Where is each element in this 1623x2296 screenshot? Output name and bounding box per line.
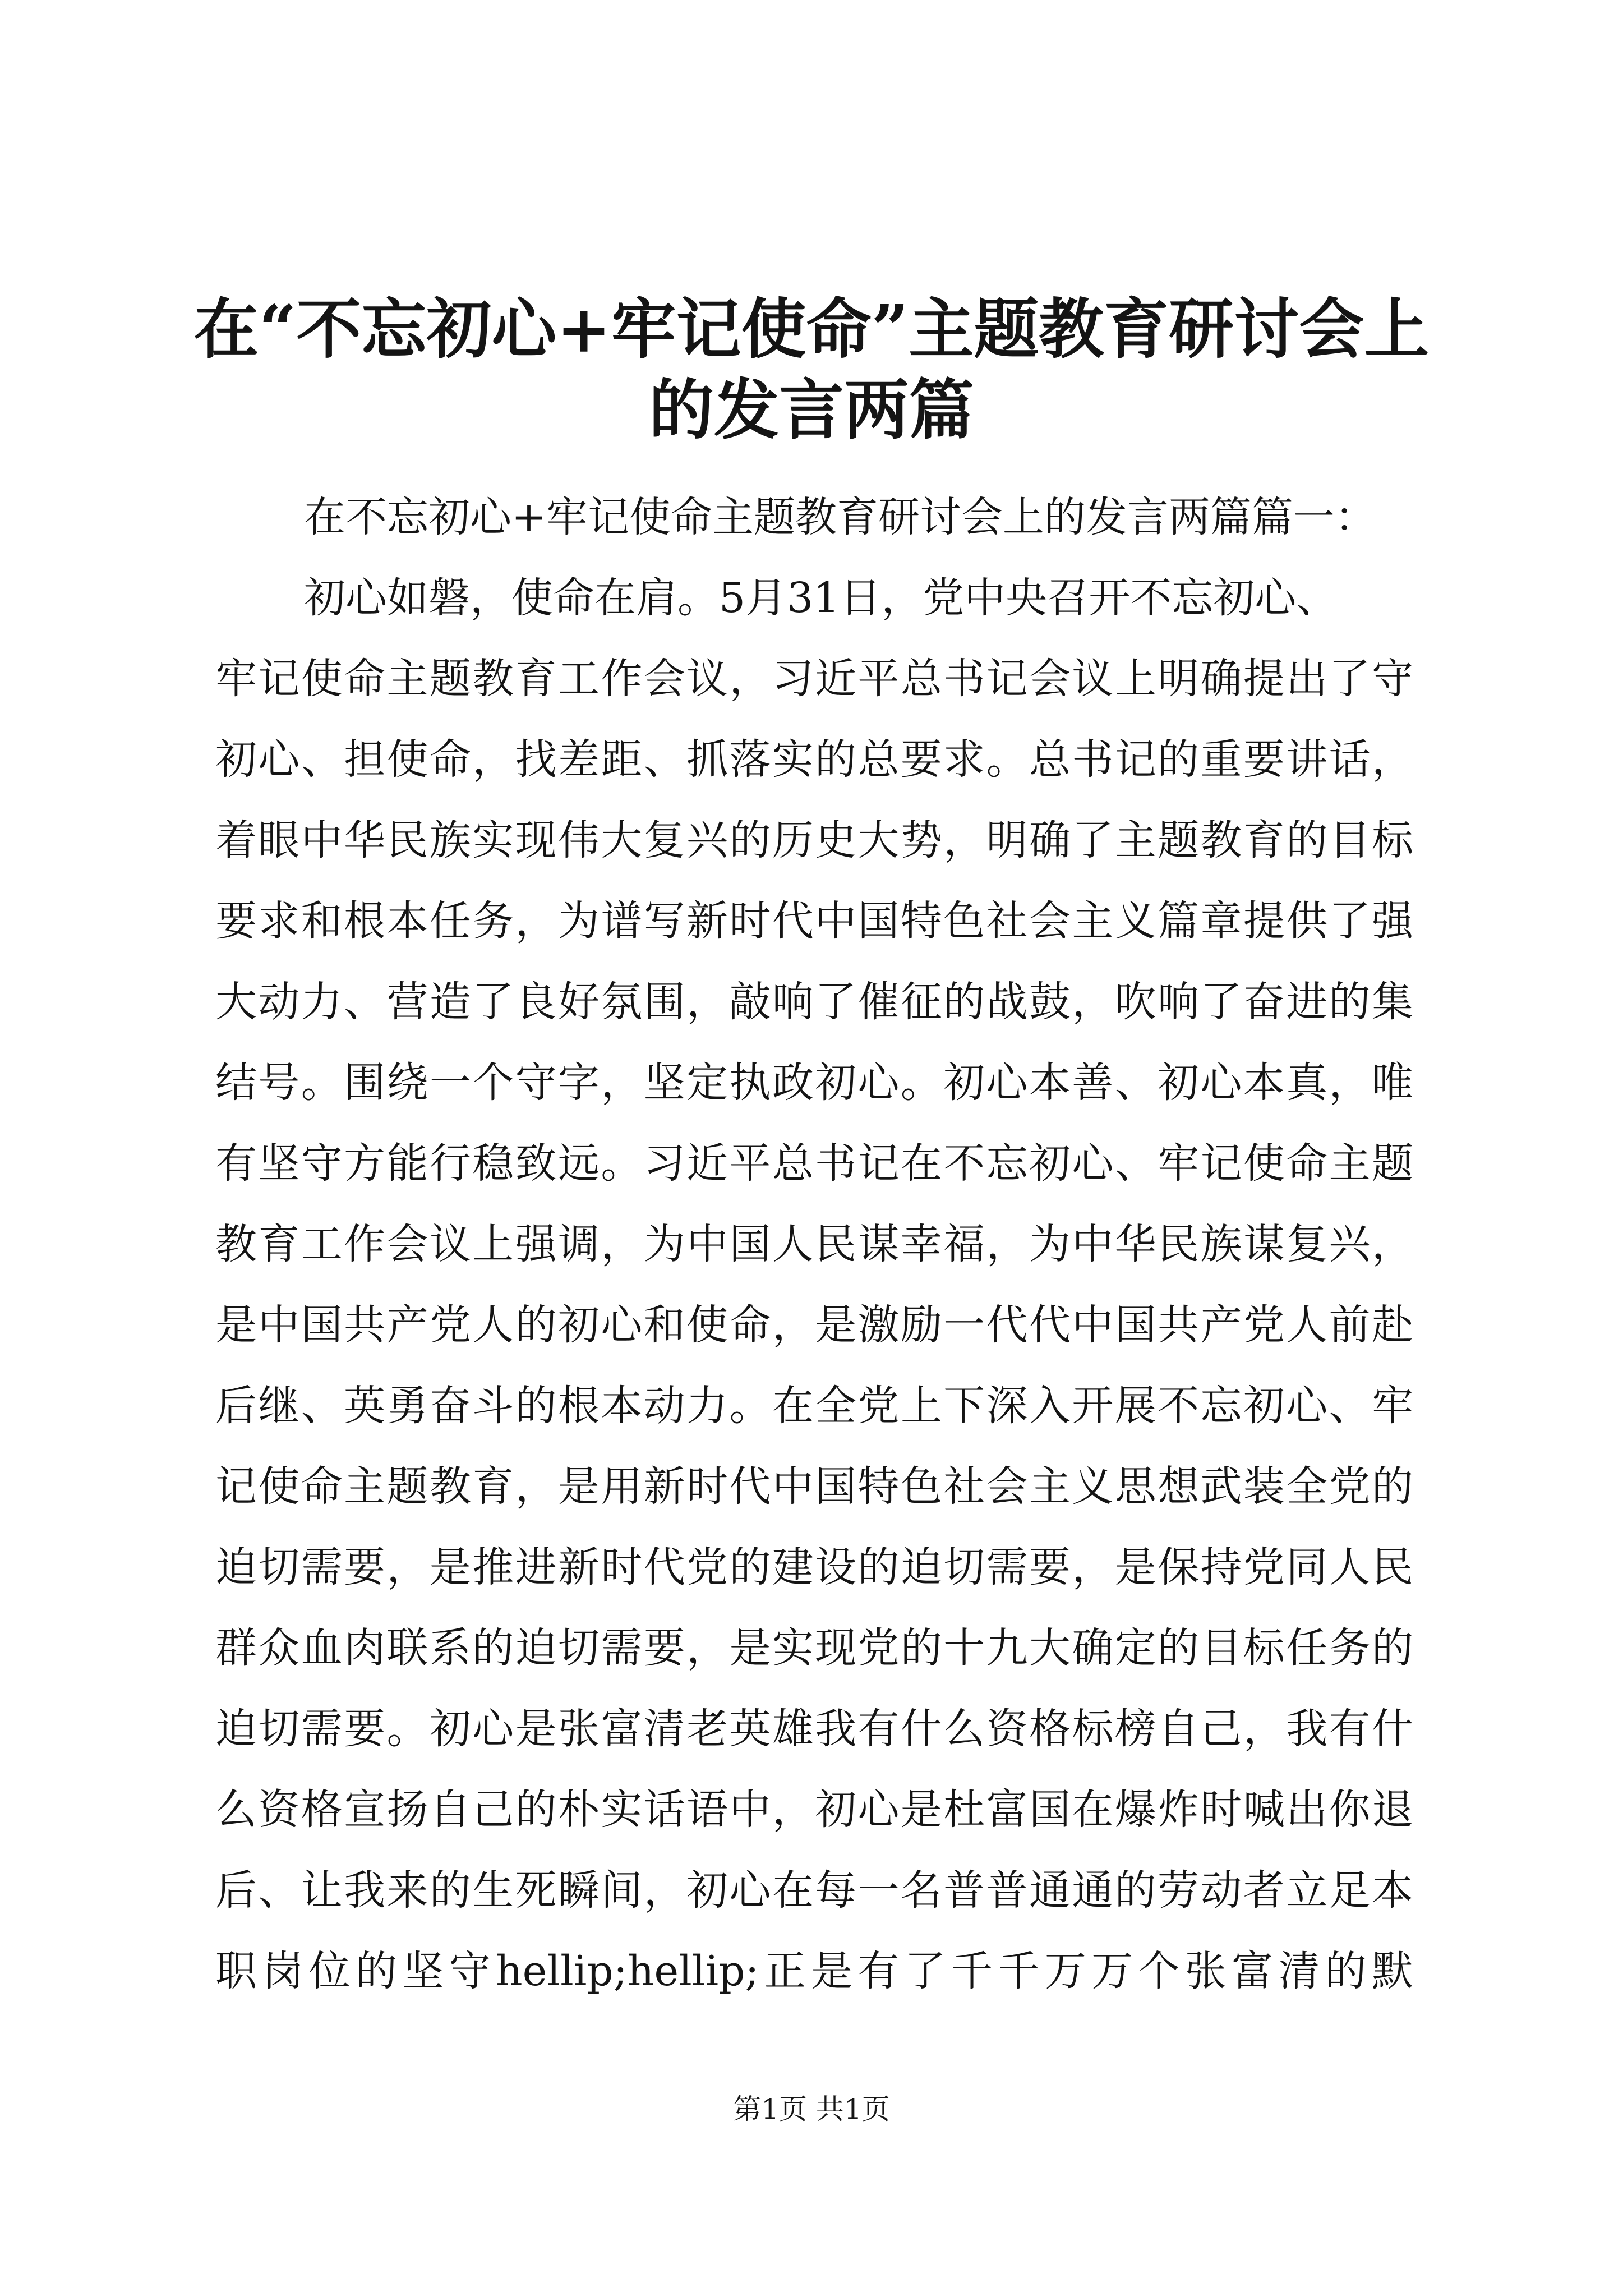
- body-line: 初心、担使命，找差距、抓落实的总要求。总书记的重要讲话，: [215, 735, 1413, 784]
- body-line: 在不忘初心+牢记使命主题教育研讨会上的发言两篇篇一：: [304, 493, 1377, 541]
- body-line: 群众血肉联系的迫切需要，是实现党的十九大确定的目标任务的: [215, 1624, 1413, 1672]
- body-line: 记使命主题教育，是用新时代中国特色社会主义思想武装全党的: [215, 1462, 1413, 1511]
- body-line: 初心如磐，使命在肩。5月31日，党中央召开不忘初心、: [304, 574, 1338, 622]
- body-line: 职岗位的坚守hellip;hellip;正是有了千千万万个张富清的默: [215, 1947, 1413, 1995]
- document-title-line-2: 的发言两篇: [649, 372, 974, 448]
- body-line: 后、让我来的生死瞬间，初心在每一名普普通通的劳动者立足本: [215, 1866, 1413, 1915]
- body-line: 着眼中华民族实现伟大复兴的历史大势，明确了主题教育的目标: [215, 816, 1413, 864]
- document-body: [215, 477, 1413, 2012]
- document-title-line-1: 在“不忘初心+牢记使命”主题教育研讨会上: [193, 291, 1430, 367]
- body-line: 牢记使命主题教育工作会议，习近平总书记会议上明确提出了守: [215, 655, 1413, 703]
- body-line: 教育工作会议上强调，为中国人民谋幸福，为中华民族谋复兴，: [215, 1220, 1413, 1268]
- body-line: 要求和根本任务，为谱写新时代中国特色社会主义篇章提供了强: [215, 897, 1413, 945]
- page-footer: 第1页 共1页: [733, 2093, 890, 2125]
- body-line: 后继、英勇奋斗的根本动力。在全党上下深入开展不忘初心、牢: [215, 1382, 1413, 1430]
- body-line: 迫切需要。初心是张富清老英雄我有什么资格标榜自己，我有什: [215, 1705, 1413, 1753]
- body-line: 大动力、营造了良好氛围，敲响了催征的战鼓，吹响了奋进的集: [215, 978, 1413, 1026]
- body-line: 么资格宣扬自己的朴实话语中，初心是杜富国在爆炸时喊出你退: [215, 1786, 1413, 1834]
- body-line: 结号。围绕一个守字，坚定执政初心。初心本善、初心本真，唯: [215, 1059, 1413, 1107]
- body-line: 有坚守方能行稳致远。习近平总书记在不忘初心、牢记使命主题: [215, 1139, 1413, 1188]
- body-line: 迫切需要，是推进新时代党的建设的迫切需要，是保持党同人民: [215, 1543, 1413, 1591]
- body-line: 是中国共产党人的初心和使命，是激励一代代中国共产党人前赴: [215, 1301, 1413, 1349]
